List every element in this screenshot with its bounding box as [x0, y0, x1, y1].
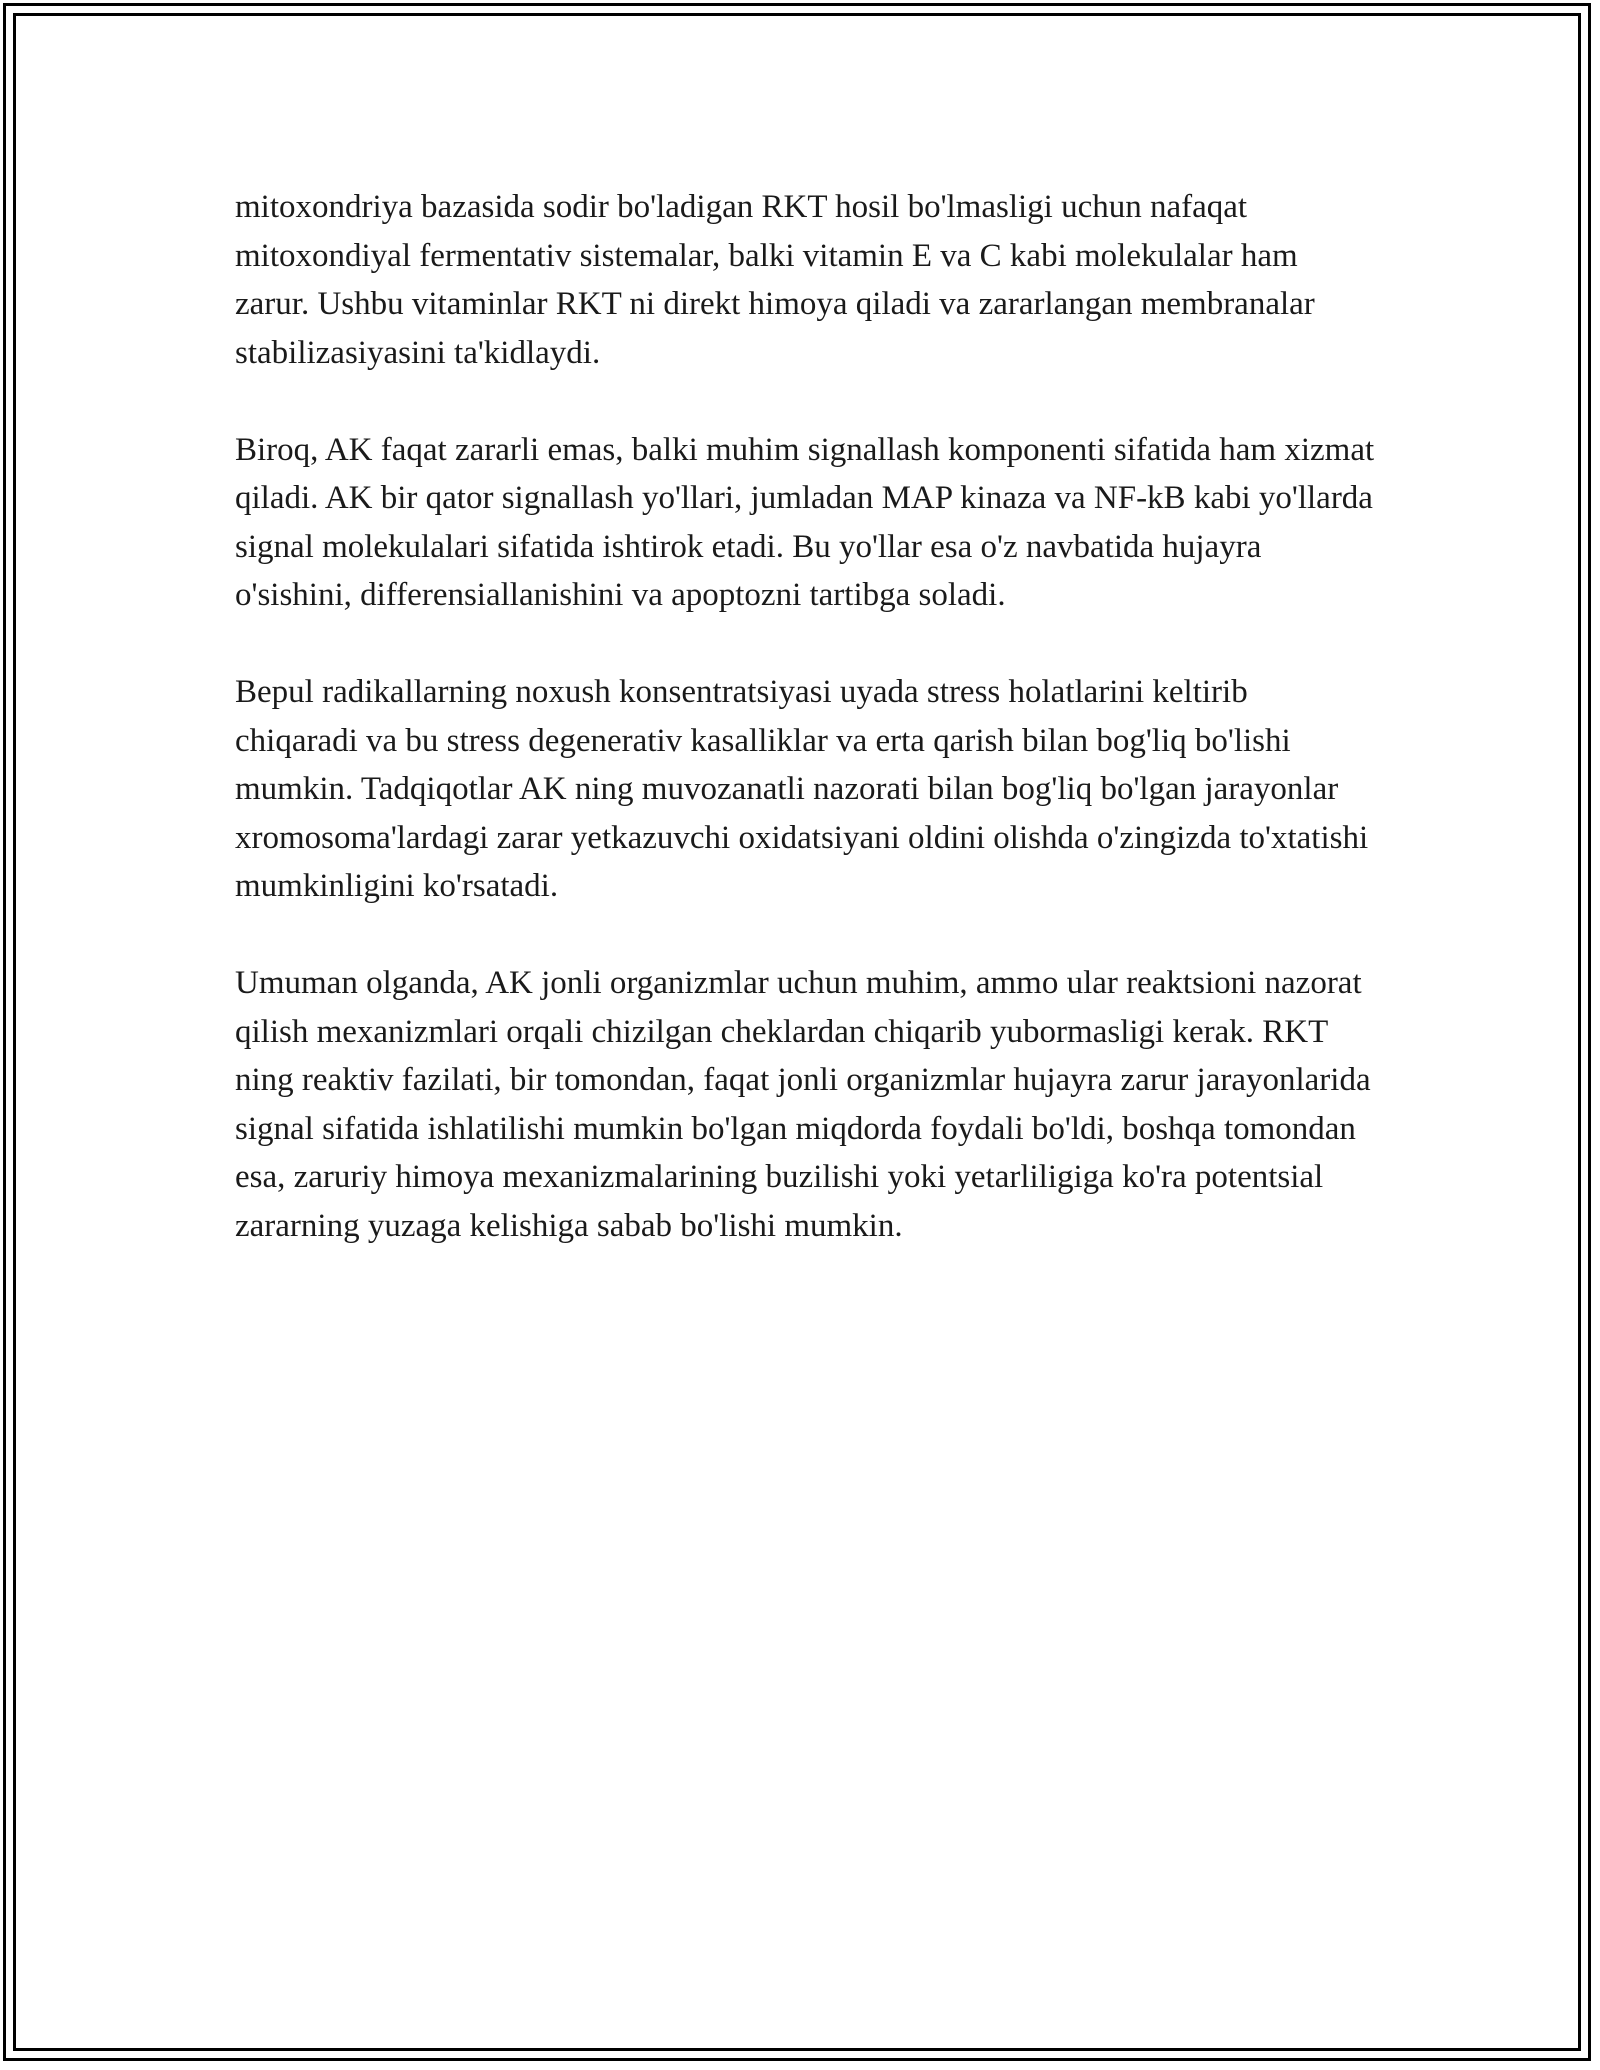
- paragraph-3: Bepul radikallarning noxush konsentratsiyasi uyada stress holatlarini keltirib chiqaradi va bu stress degenerativ kasalliklar va erta qarish bilan bog'liq bo'lishi mumkin. Tadqiqotlar AK ning muvozanatli nazorati bilan bog'liq bo'lgan jarayonlar xromosoma'lardagi zarar yetkazuvchi oxidatsiyani oldini olishda o'zingizda to'xtatishi mumkinligini ko'rsatadi.: [235, 674, 1369, 904]
- paragraph-2: Biroq, AK faqat zararli emas, balki muhim signallash komponenti sifatida ham xizmat qiladi. AK bir qator signallash yo'llari, jumladan MAP kinaza va NF-kB kabi yo'llarda signal molekulalari sifatida ishtirok etadi. Bu yo'llar esa o'z navbatida hujayra o'sishini, differensiallanishini va apoptozni tartibga soladi.: [235, 431, 1375, 613]
- paragraph-4: Umuman olganda, AK jonli organizmlar uchun muhim, ammo ular reaktsioni nazorat qilish mexanizmlari orqali chizilgan cheklardan chiqarib yubormasligi kerak. RKT ning reaktiv fazilati, bir tomondan, faqat jonli organizmlar hujayra zarur jarayonlarida signal sifatida ishlatilishi mumkin bo'lgan miqdorda foydali bo'ldi, boshqa tomondan esa, zaruriy himoya mexanizmalarining buzilishi yoki yetarliligiga ko'ra potentsial zararning yuzaga kelishiga sabab bo'lishi mumkin.: [235, 965, 1371, 1244]
- document-body: [235, 183, 1375, 1299]
- paragraph-1: mitoxondriya bazasida sodir bo'ladigan RKT hosil bo'lmasligi uchun nafaqat mitoxondiyal fermentativ sistemalar, balki vitamin E va C kabi molekulalar ham zarur. Ushbu vitaminlar RKT ni direkt himoya qiladi va zararlangan membranalar stabilizasiyasini ta'kidlaydi.: [235, 189, 1315, 371]
